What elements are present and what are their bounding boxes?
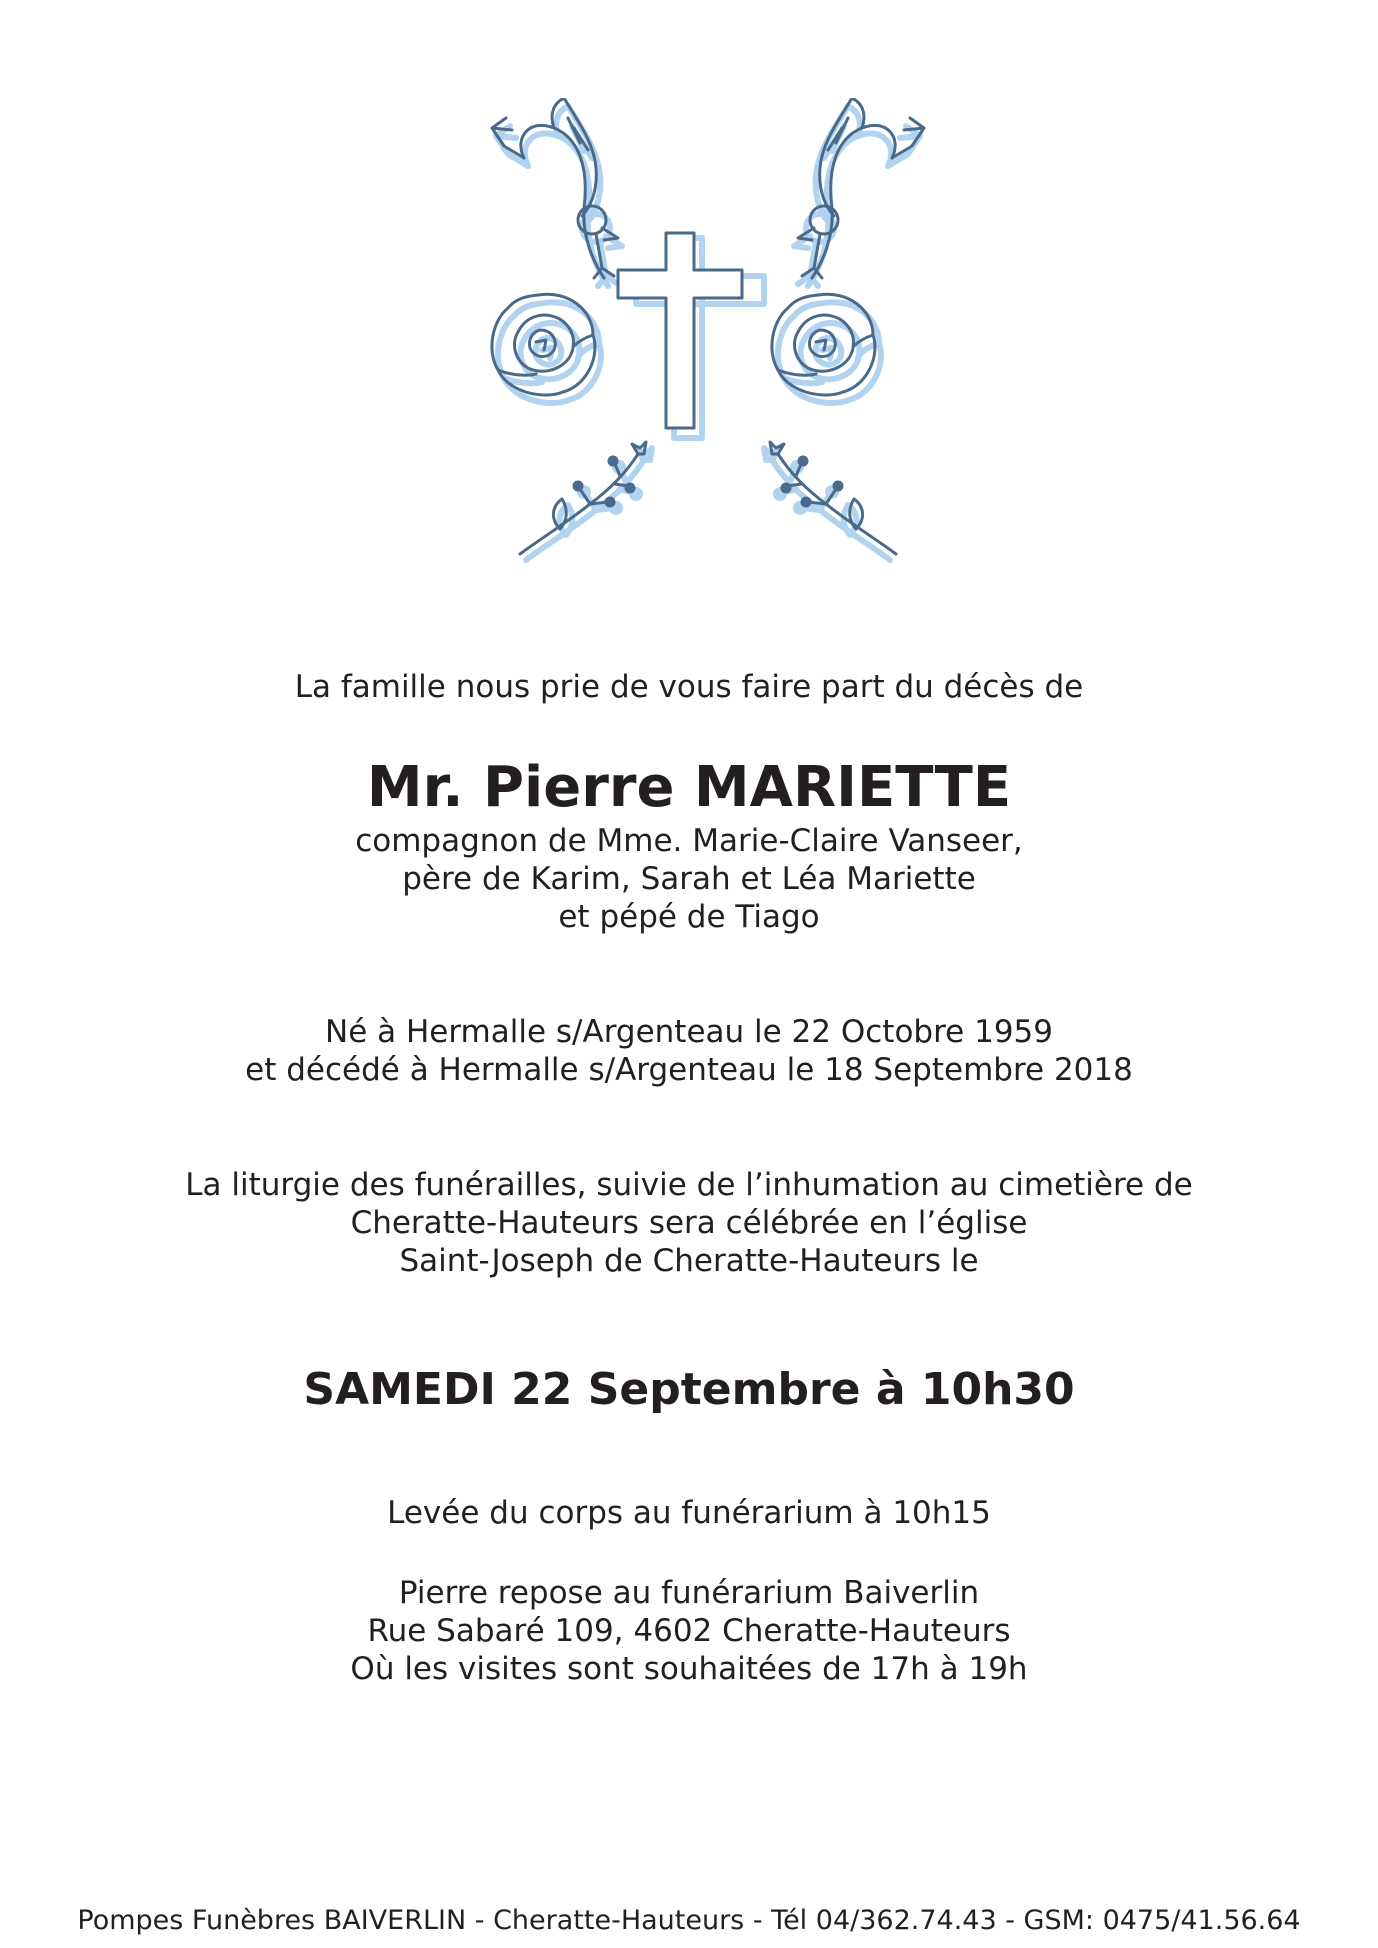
liturgy-line: La liturgie des funérailles, suivie de l’inhumation au cimetière de — [185, 1167, 1193, 1203]
visitation-line: Pierre repose au funérarium Baiverlin — [398, 1575, 980, 1611]
intro-text: La famille nous prie de vous faire part du décès de — [294, 669, 1084, 705]
cross-icon — [618, 233, 742, 428]
dove-icon — [794, 106, 920, 286]
visitation-line: Où les visites sont souhaitées de 17h à 19h — [350, 1651, 1028, 1687]
funeral-home-footer: Pompes Funèbres BAIVERLIN - Cheratte-Hauteurs - Tél 04/362.74.43 - GSM: 0475/41.56.64 — [77, 1905, 1301, 1936]
liturgy-line: Cheratte-Hauteurs sera célébrée en l’église — [350, 1205, 1028, 1241]
death-line: et décédé à Hermalle s/Argenteau le 18 Septembre 2018 — [245, 1052, 1133, 1088]
family-line: père de Karim, Sarah et Léa Mariette — [402, 861, 976, 897]
dove-icon — [496, 106, 622, 286]
memorial-emblem — [488, 98, 928, 578]
deceased-name: Mr. Pierre MARIETTE — [366, 755, 1012, 820]
visitation-line: Rue Sabaré 109, 4602 Cheratte-Hauteurs — [367, 1613, 1011, 1649]
liturgy-line: Saint-Joseph de Cheratte-Hauteurs le — [399, 1243, 979, 1279]
birth-line: Né à Hermalle s/Argenteau le 22 Octobre 1959 — [325, 1014, 1053, 1050]
family-line: compagnon de Mme. Marie-Claire Vanseer, — [355, 823, 1023, 859]
family-line: et pépé de Tiago — [558, 899, 820, 935]
levee-text: Levée du corps au funérarium à 10h15 — [387, 1495, 991, 1531]
ceremony-date: SAMEDI 22 Septembre à 10h30 — [303, 1364, 1075, 1415]
